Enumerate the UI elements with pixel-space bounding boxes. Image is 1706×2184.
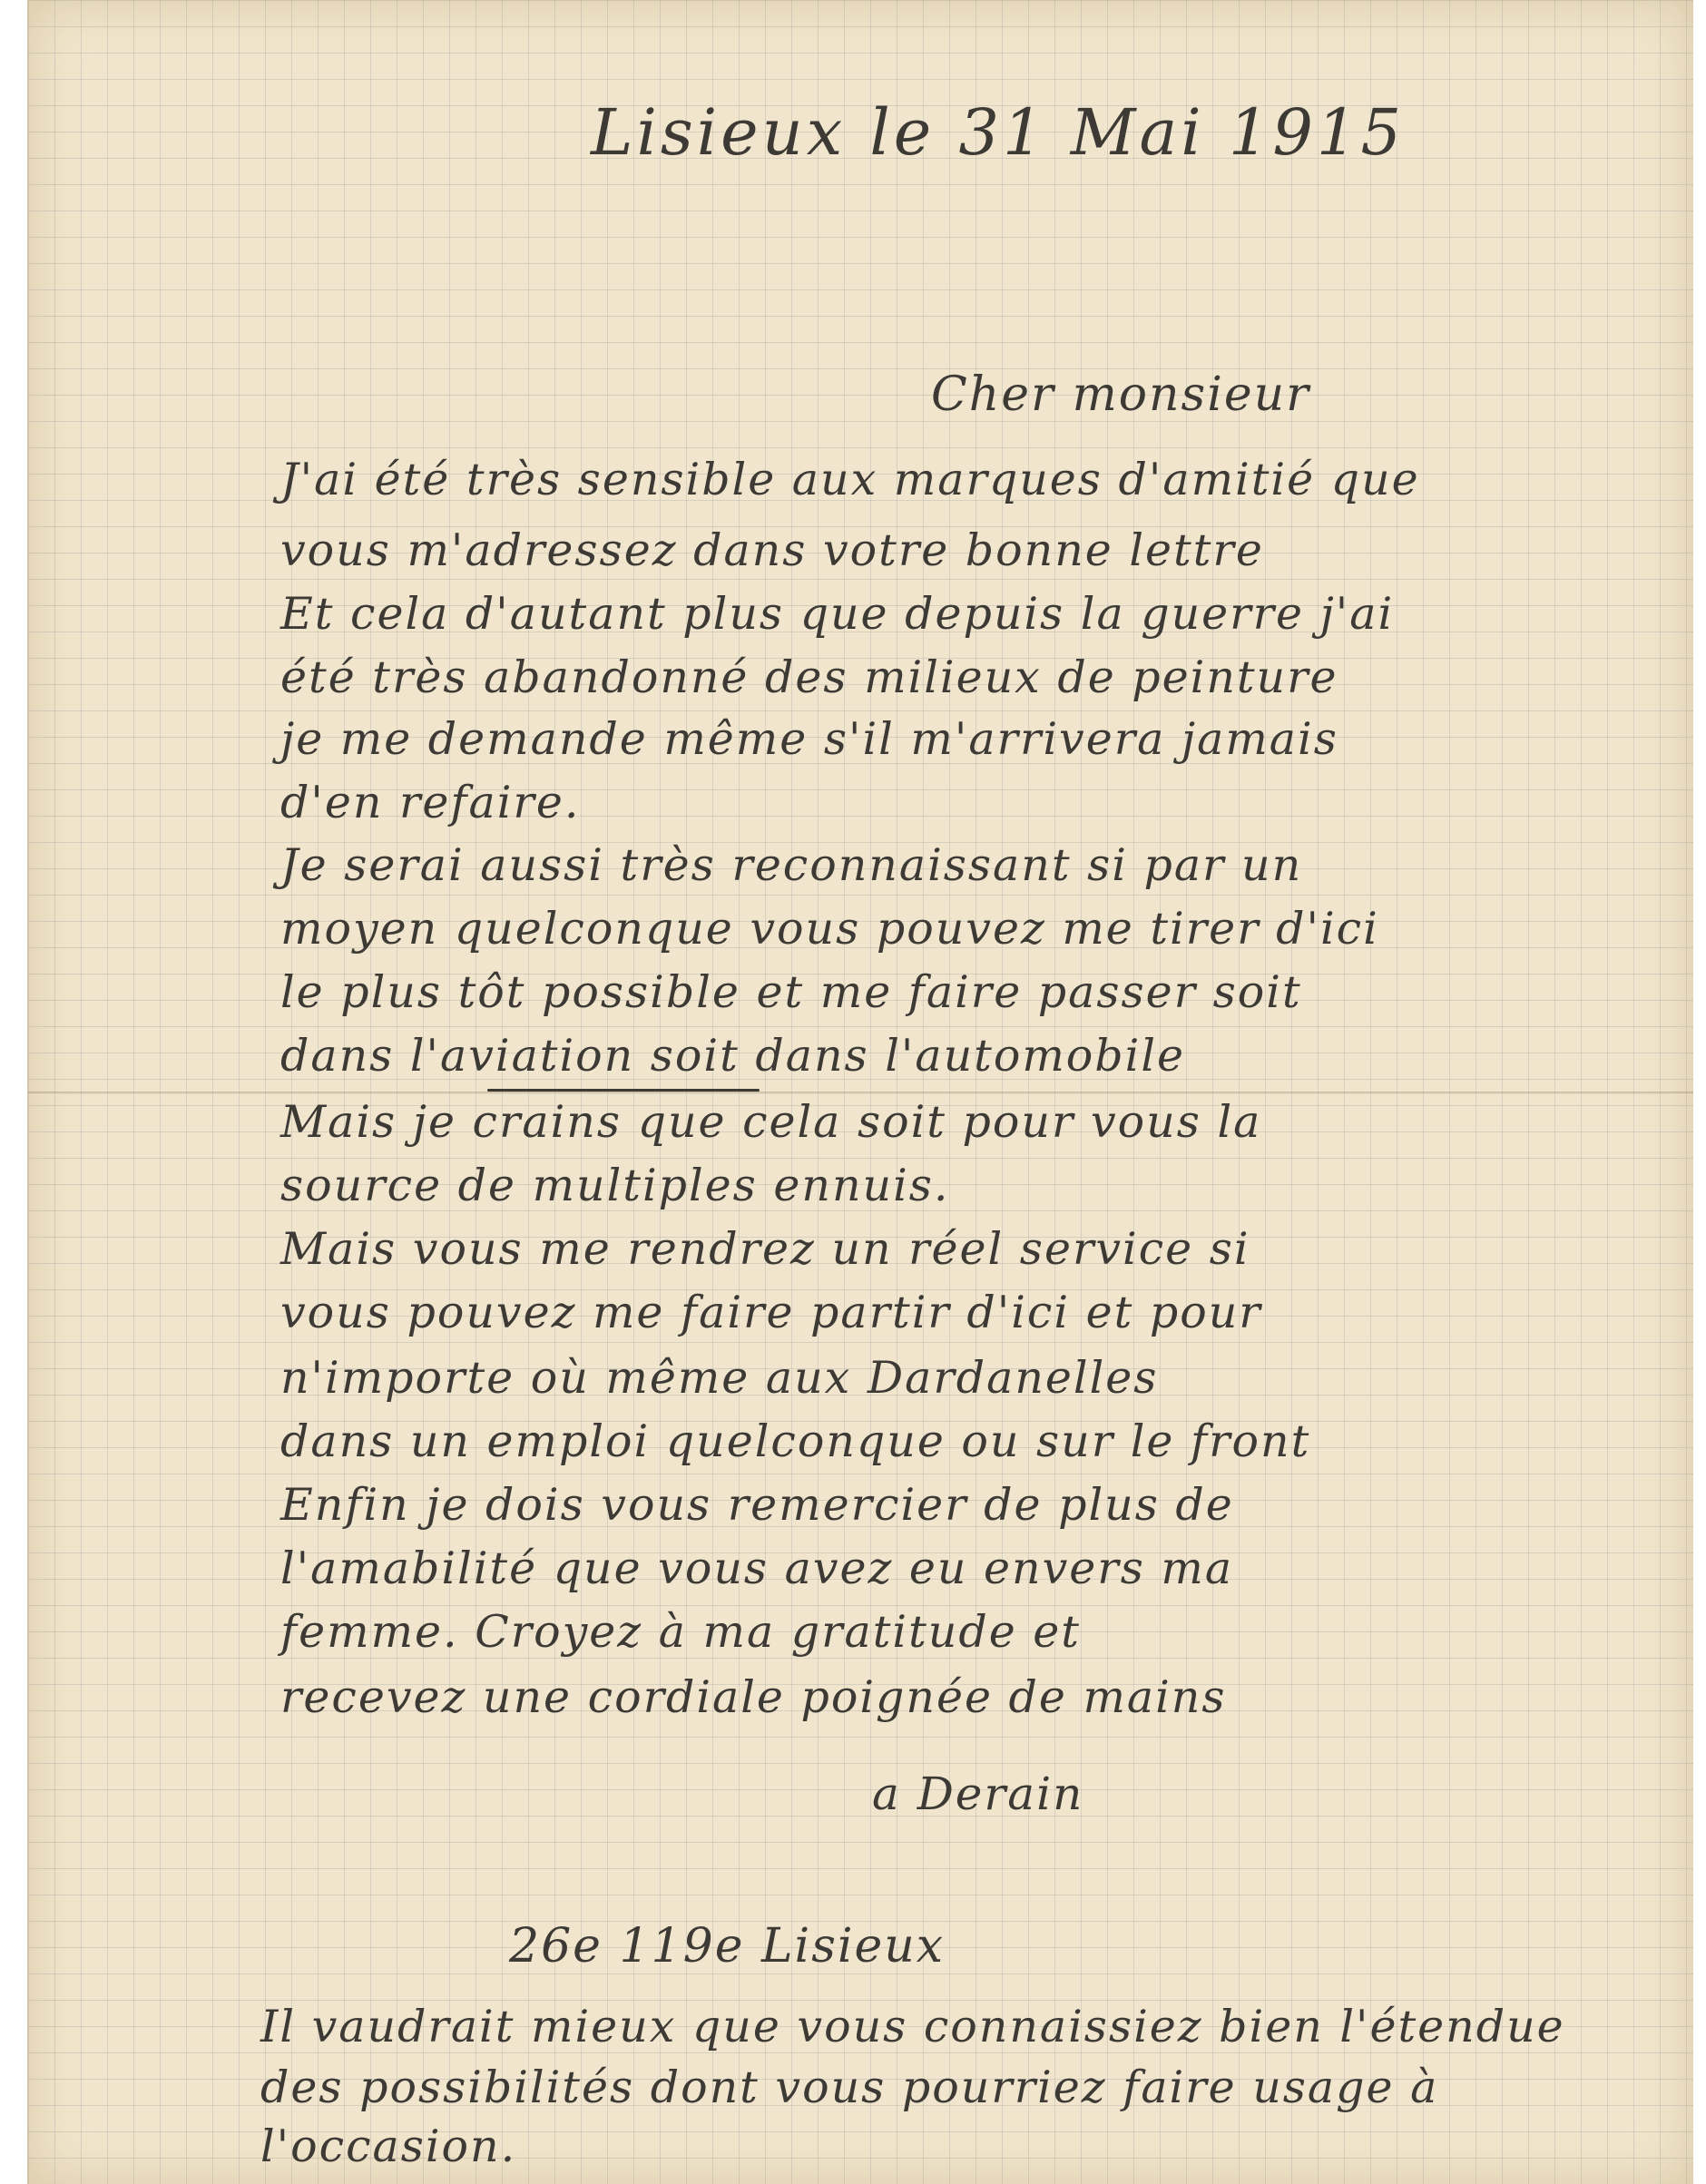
body-line: le plus tôt possible et me faire passer soit bbox=[280, 966, 1302, 1018]
postscript-header: 26e 119e Lisieux bbox=[509, 1919, 946, 1973]
body-line: d'en refaire. bbox=[280, 777, 581, 828]
letter-page bbox=[27, 0, 1693, 2184]
postscript-line: Il vaudrait mieux que vous connaissiez bien l'étendue bbox=[260, 2001, 1565, 2052]
signature: a Derain bbox=[872, 1768, 1084, 1820]
body-line: je me demande même s'il m'arrivera jamais bbox=[280, 713, 1338, 765]
body-line: dans l'aviation soit dans l'automobile bbox=[280, 1030, 1185, 1082]
body-line: été très abandonné des milieux de peinture bbox=[280, 651, 1338, 703]
body-line: femme. Croyez à ma gratitude et bbox=[280, 1606, 1081, 1658]
word-underline bbox=[487, 1089, 760, 1092]
body-line: moyen quelconque vous pouvez me tirer d'ici bbox=[280, 903, 1379, 955]
body-line: vous m'adressez dans votre bonne lettre bbox=[280, 524, 1264, 576]
body-line: J'ai été très sensible aux marques d'amitié que bbox=[280, 454, 1420, 505]
body-line: vous pouvez me faire partir d'ici et pour bbox=[280, 1287, 1262, 1338]
body-line: Mais je crains que cela soit pour vous la bbox=[280, 1096, 1262, 1148]
body-line: recevez une cordiale poignée de mains bbox=[280, 1671, 1227, 1723]
postscript-line: l'occasion. bbox=[260, 2120, 517, 2172]
body-line: Je serai aussi très reconnaissant si par un bbox=[280, 839, 1303, 891]
body-line: n'importe où même aux Dardanelles bbox=[280, 1352, 1159, 1404]
body-line: Mais vous me rendrez un réel service si bbox=[280, 1223, 1250, 1275]
body-line: dans un emploi quelconque ou sur le front bbox=[280, 1415, 1311, 1467]
body-line: l'amabilité que vous avez eu envers ma bbox=[280, 1543, 1234, 1594]
body-line: Enfin je dois vous remercier de plus de bbox=[280, 1479, 1234, 1531]
body-line: source de multiples ennuis. bbox=[280, 1160, 950, 1211]
postscript-line: des possibilités dont vous pourriez faire usage à bbox=[260, 2062, 1439, 2113]
paper-fold bbox=[28, 1092, 1693, 1095]
body-line: Et cela d'autant plus que depuis la guerre j'ai bbox=[280, 588, 1395, 640]
letter-date: Lisieux le 31 Mai 1915 bbox=[591, 95, 1405, 170]
salutation: Cher monsieur bbox=[931, 367, 1310, 422]
